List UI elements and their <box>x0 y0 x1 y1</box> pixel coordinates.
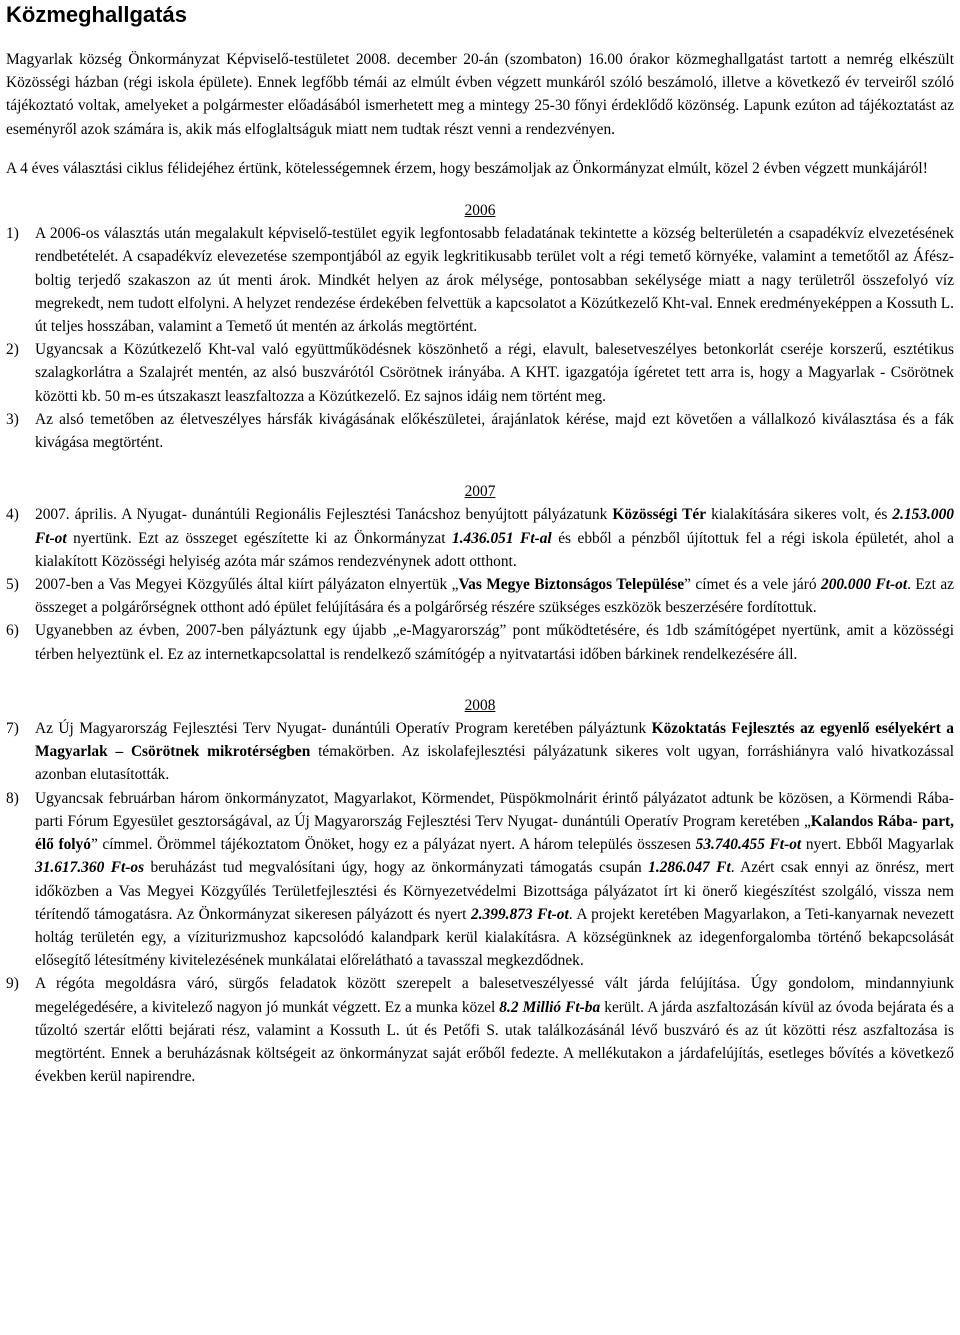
item-text: Az alsó temetőben az életveszélyes hársfák kivágásának előkészületei, árajánlatok kérése, majd ezt követően a vállalkozó kiválasztása és a fák kivágása megtörtént. <box>35 410 954 452</box>
item-text: nyertünk. Ezt az összeget egészítette ki az Önkormányzat <box>66 529 452 547</box>
list-item <box>6 972 954 1088</box>
item-text: és ebből a pénzből újítottuk fel a régi iskola épületét, ahol a kialakított Közösségi helyiség azóta már számos rendezvénynek adott otthont. <box>35 529 954 570</box>
item-amount: 2.153.000 Ft-ot <box>35 506 954 547</box>
item-text: ” címmel. Örömmel tájékoztatom Önöket, hogy ez a pályázat nyert. A három település összesen <box>90 836 696 854</box>
item-text: témakörben. Az iskolafejlesztési pályázatunk sikeres volt ugyan, forráshiányra való hivatkozással azonban elutasították. <box>35 743 955 784</box>
item-emphasis: Vas Megye Biztonságos Települése <box>458 576 685 594</box>
item-amount: 1.436.051 Ft-al <box>452 529 552 547</box>
item-number: 9) <box>6 975 19 993</box>
item-amount: 2.399.873 Ft-ot <box>471 905 569 923</box>
item-text: került. A járda aszfaltozásán kívül az óvoda bejárata és a tűzoltó szertár előtti bejárati rész, valamint a Kossuth L. út és Petőfi S. utak találkozásánál lévő buszváró és az út közötti rész aszfaltozása is megtörtént. Ennek a beruházásnak költségeit az önkormányzat saját erőből fedezte. A mellékutakon a járdafelújítás, esetleges bővítés a következő években kerül napirendre. <box>35 998 954 1086</box>
list-item <box>6 503 954 573</box>
item-text: ” címet és a vele járó <box>684 576 821 594</box>
item-emphasis: Kalandos Rába- part, élő folyó <box>35 812 955 854</box>
item-emphasis: Közoktatás Fejlesztés az egyenlő esélyekért a Magyarlak – Csörötnek mikrotérségben <box>35 720 954 761</box>
item-text: Ugyancsak februárban három önkormányzatot, Magyarlakot, Körmendet, Püspökmolnárit érintő pályázatot adtunk be közösen, a Körmendi Rába-parti Fórum Egyesület gesztorságával, az Új Magyarország Fejlesztési Terv Nyugat- dunántúli Operatív Program keretében „ <box>35 789 954 830</box>
item-text: beruházást tud megvalósítani úgy, hogy az önkormányzati támogatás csupán <box>144 859 649 877</box>
item-text: . Azért csak ennyi az önrész, mert időközben a Vas Megyei Közgyűlés Területfejlesztési és Környezetvédelmi Bizottsága pályázatot írt ki önerő kiegészítést szolgáló, vissza nem térítendő támogatásra. Az Önkormányzat sikeresen pályázott és nyert <box>35 859 955 923</box>
intro-paragraph: Magyarlak község Önkormányzat Képviselő-testületet 2008. december 20-án (szombaton) 16.00 órakor közmeghallgatást tartott a nemrég elkészült Közösségi házban (régi iskola épülete). Ennek legfőbb témái az elmúlt évben végzett munkáról szóló beszámoló, illetve a következő év terveiről szóló tájékoztató voltak, amelyeket a polgármester előadásából ismerhetett meg a mintegy 25-30 főnyi érdeklődő közönség. Lapunk ezúton ad tájékoztatást az eseményről azok számára is, akik más elfoglaltságuk miatt nem tudtak részt venni a rendezvényen. <box>6 51 954 138</box>
item-amount: 31.617.360 Ft-os <box>35 859 145 877</box>
item-amount: 53.740.455 Ft-ot <box>695 836 802 854</box>
item-number: 2) <box>6 341 19 359</box>
item-emphasis: Közösségi Tér <box>612 506 707 524</box>
page-title: Közmeghallgatás <box>6 2 187 27</box>
year-heading-2006: 2006 <box>464 202 496 220</box>
item-number: 8) <box>6 789 19 807</box>
list-item <box>6 338 954 408</box>
item-text: Az Új Magyarország Fejlesztési Terv Nyugat- dunántúli Operatív Program keretében pályáztunk <box>35 720 652 738</box>
item-number: 6) <box>6 622 19 640</box>
list-2007 <box>6 503 954 665</box>
list-item <box>6 222 954 338</box>
item-amount: 200.000 Ft-ot <box>821 576 908 594</box>
item-amount: 1.286.047 Ft <box>648 859 731 877</box>
item-number: 4) <box>6 506 19 524</box>
item-number: 1) <box>6 225 19 243</box>
list-item <box>6 408 954 454</box>
item-number: 5) <box>6 576 19 594</box>
year-heading-2007: 2007 <box>464 483 496 501</box>
list-2006 <box>6 222 954 454</box>
list-2008 <box>6 717 954 1088</box>
list-item <box>6 717 954 787</box>
list-item <box>6 619 954 665</box>
item-number: 3) <box>6 410 19 428</box>
list-item <box>6 573 954 619</box>
item-text: A 2006-os választás után megalakult képviselő-testület egyik legfontosabb feladatának tekintette a község belterületén a csapadékvíz elvezetésének rendbetételét. A csapadékvíz elevezetése szempontjából az egyik legkritikusabb terület volt a régi temető környéke, valamint a temetőtől az Áfész-boltig terjedő szakaszon az út menti árok. Mindkét helyen az árok mélysége, pontosabban sekélysége miatt a nagy területről összefolyó víz megrekedt, nem tudott elfolyni. A helyzet rendezése érdekében felvettük a kapcsolatot a Közútkezelő Kht-val. Ennek eredményeképpen a Kossuth L. út teljes hosszában, valamint a Temető út mentén az árkolás megtörtént. <box>35 225 954 336</box>
item-number: 7) <box>6 720 19 738</box>
year-heading-2008: 2008 <box>464 696 496 714</box>
item-text: A régóta megoldásra váró, sürgős feladatok között szerepelt a balesetveszélyessé vált járda felújítása. Úgy gondolom, mindannyiunk megelégedésére, a kivitelező nagyon jó munkát végzett. Ez a munka közel <box>35 975 954 1016</box>
item-text: nyert. Ebből Magyarlak <box>801 836 955 854</box>
item-text: . A projekt keretében Magyarlakon, a Teti-kanyarnak nevezett holtág területén egy, a víziturizmushoz kapcsolódó kalandpark kerül kialakításra. A községünknek az idegenforgalomba történő bekapcsolását elősegítő létesítmény kivitelezésének munkálatai előrelátható a tavasszal megkezdődnek. <box>35 905 954 970</box>
list-item <box>6 787 954 973</box>
item-text: Ugyanebben az évben, 2007-ben pályáztunk egy újabb „e-Magyarország” pont működtetésére, és 1db számítógépet nyertünk, amit a közösségi térben helyeztünk el. Ez az internetkapcsolattal is rendelkező számítógép a nyitvatartási időben bárkinek rendelkezésére áll. <box>35 622 954 663</box>
item-text: 2007-ben a Vas Megyei Közgyűlés által kiírt pályázaton elnyertük „ <box>35 576 459 594</box>
cycle-paragraph: A 4 éves választási ciklus félidejéhez értünk, kötelességemnek érzem, hogy beszámoljak az Önkormányzat elmúlt, közel 2 évben végzett munkájáról! <box>6 159 928 177</box>
item-text: Ugyancsak a Közútkezelő Kht-val való együttműködésnek köszönhető a régi, elavult, balesetveszélyes betonkorlát cseréje korszerű, esztétikus szalagkorlátra a Szalajrét mentén, az alsó buszvárótól Csörötnek irányába. A KHT. igazgatója ígéretet tett arra is, hogy a Magyarlak - Csörötnek közötti kb. 50 m-es útszakaszt leaszfaltozza a Közútkezelő. Ez sajnos idáig nem történt meg. <box>35 341 954 405</box>
item-text: 2007. április. A Nyugat- dunántúli Regionális Fejlesztési Tanácshoz benyújtott pályázatunk <box>35 506 613 524</box>
item-text: kialakítására sikeres volt, és <box>706 506 893 524</box>
item-text: . Ezt az összeget a polgárőrségnek otthont adó épület felújítására és a polgárőrség részére szükséges eszközök beszerzésére fordítottuk. <box>35 576 955 617</box>
item-amount: 8.2 Millió Ft-ba <box>499 998 601 1016</box>
